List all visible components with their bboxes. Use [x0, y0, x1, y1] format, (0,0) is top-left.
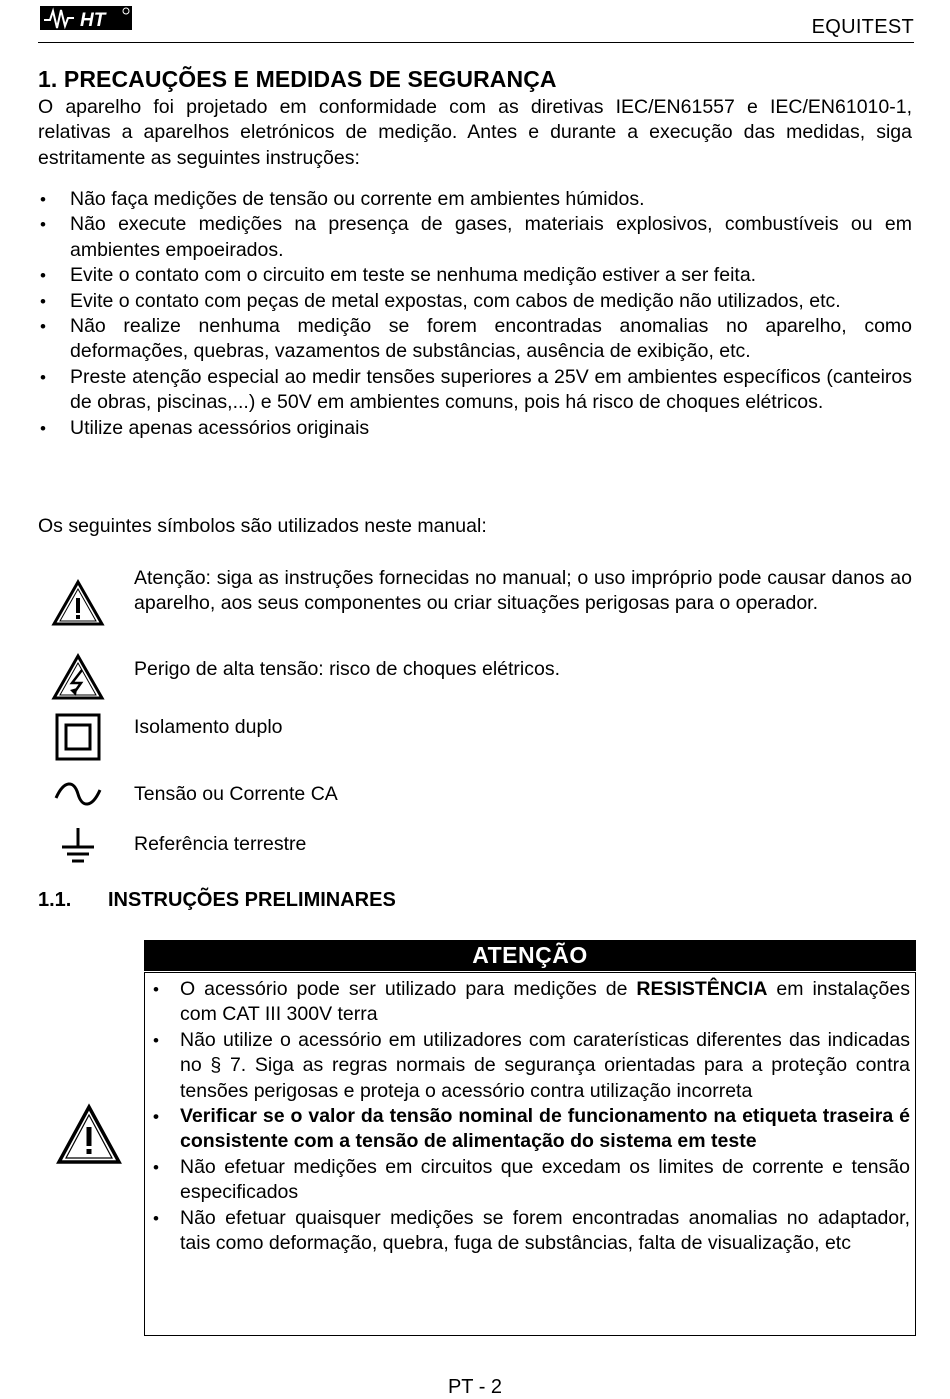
list-item: • Não efetuar medições em circuitos que excedam os limites de corrente e tensão especificados — [150, 1155, 910, 1206]
safety-instructions-list — [38, 187, 912, 441]
double-insulation-icon — [48, 710, 108, 766]
subsection-title — [38, 889, 396, 912]
list-item: • Não faça medições de tensão ou corrente em ambientes húmidos. — [38, 187, 912, 212]
earth-ground-icon — [48, 824, 108, 880]
section-title: 1. PRECAUÇÕES E MEDIDAS DE SEGURANÇA — [38, 66, 557, 92]
list-item: • Não execute medições na presença de gases, materiais explosivos, combustíveis ou em ambientes empoeirados. — [38, 212, 912, 263]
list-item: • Não efetuar quaisquer medições se forem encontradas anomalias no adaptador, tais como deformação, quebra, fuga de substâncias, falta de visualização, etc — [150, 1206, 910, 1257]
logo-text: HT — [80, 10, 106, 31]
intro-paragraph: O aparelho foi projetado em conformidade com as diretivas IEC/EN61557 e IEC/EN61010-1, relativas a aparelhos eletrónicos de medição. Antes e durante a execução das medidas, siga estritamente as seguintes instruções: — [38, 96, 912, 169]
list-item: • Não utilize o acessório em utilizadores com caraterísticas diferentes das indicadas no § 7. Siga as regras normais de segurança orientadas para a proteção contra tensões perigosas e proteja o acessório contra utilização incorreta — [150, 1028, 910, 1104]
list-item: • Evite o contato com o circuito em teste se nenhuma medição estiver a ser feita. — [38, 263, 912, 288]
symbol-description: Atenção: siga as instruções fornecidas no manual; o uso impróprio pode causar danos ao aparelho, aos seus componentes ou criar situações perigosas para o operador. — [134, 567, 912, 615]
subsection-number: 1.1. — [38, 889, 72, 911]
warning-list — [150, 977, 910, 1256]
symbol-description: Isolamento duplo — [134, 716, 283, 738]
list-item: • Verificar se o valor da tensão nominal de funcionamento na etiqueta traseira é consistente com a tensão de alimentação do sistema em teste — [150, 1104, 910, 1155]
warning-triangle-icon — [48, 576, 108, 632]
symbol-description: Perigo de alta tensão: risco de choques elétricos. — [134, 658, 561, 680]
list-item: • Não realize nenhuma medição se forem encontradas anomalias no aparelho, como deformações, quebras, vazamentos de substâncias, ausência de exibição, etc. — [38, 314, 912, 365]
symbols-intro: Os seguintes símbolos são utilizados neste manual: — [38, 515, 487, 537]
ac-sine-wave-icon — [48, 766, 108, 822]
list-item: • Utilize apenas acessórios originais — [38, 416, 912, 441]
emphasis-text: RESISTÊNCIA — [636, 978, 768, 1000]
ht-logo-icon — [40, 6, 132, 36]
warning-heading: ATENÇÃO — [144, 940, 916, 971]
list-item: • O acessório pode ser utilizado para medições de RESISTÊNCIA em instalações com CAT III 300V terra — [150, 977, 910, 1028]
document-name: EQUITEST — [811, 16, 914, 38]
symbol-description: Referência terrestre — [134, 833, 307, 855]
list-item: • Preste atenção especial ao medir tensões superiores a 25V em ambientes específicos (canteiros de obras, piscinas,...) e 50V em ambientes comuns, pois há risco de choques elétricos. — [38, 365, 912, 416]
symbol-description: Tensão ou Corrente CA — [134, 783, 338, 805]
list-item: • Evite o contato com peças de metal expostas, com cabos de medição não utilizados, etc. — [38, 289, 912, 314]
warning-triangle-icon — [54, 1102, 124, 1168]
subsection-title-text: INSTRUÇÕES PRELIMINARES — [108, 889, 396, 911]
page-number: PT - 2 — [447, 1376, 503, 1398]
high-voltage-icon — [48, 652, 108, 708]
page-header — [38, 6, 914, 43]
